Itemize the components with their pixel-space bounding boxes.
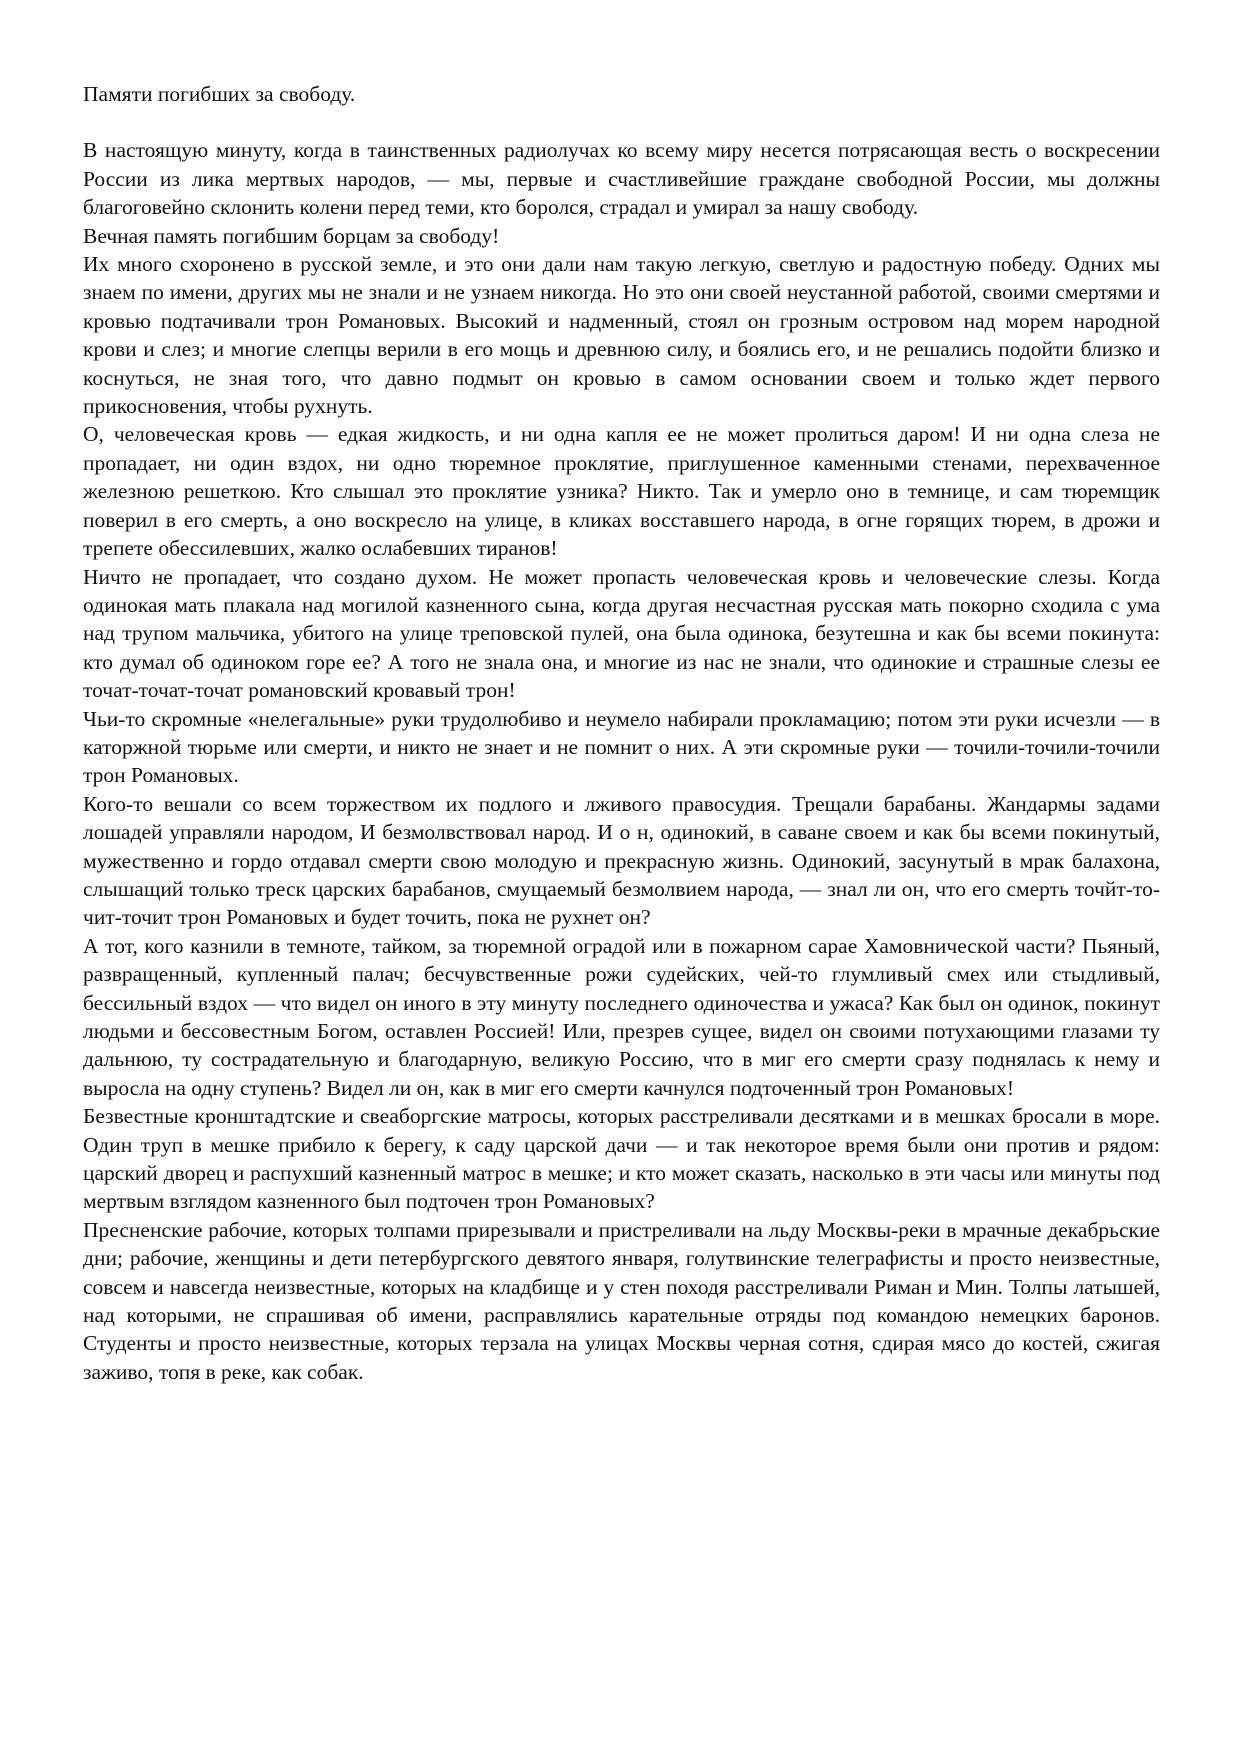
paragraph-6: Чьи-то скромные «нелегальные» руки трудолюбиво и неумело набирали прокламацию; потом эти руки исчезли — в каторжной тюрьме или смерти, и никто не знает и не помнит о них. А эти скромные руки — точили-точили-точили трон Романовых. xyxy=(83,706,1160,788)
paragraph-7: Кого-то вешали со всем торжеством их подлого и лживого правосудия. Трещали барабаны. Жандармы задами лошадей управляли народом, И безмолвствовал народ. И о н, одинокий, в саване своем и как бы всеми покинутый, мужественно и гордо отдавал смерти свою молодую и прекрасную жизнь. Одинокий, засунутый в мрак балахона, слышащий только треск царских барабанов, смущаемый безмолвием народа, — знал ли он, что его смерть точйт-то-чит-точит трон Романовых и будет точить, пока не рухнет он? xyxy=(83,791,1160,930)
paragraph-2: Вечная память погибшим борцам за свободу! xyxy=(83,223,500,248)
document-page xyxy=(83,80,1160,1386)
document-title: Памяти погибших за свободу. xyxy=(83,82,356,106)
paragraph-8: А тот, кого казнили в темноте, тайком, за тюремной оградой или в пожарном сарае Хамовнической части? Пьяный, развращенный, купленный палач; бесчувственные рожи судейских, чей-то глумливый смех или стыдливый, бессильный вздох — что видел он иного в эту минуту последнего одиночества и ужаса? Как был он одинок, покинут людьми и бессовестным Богом, оставлен Россией! Или, презрев сущее, видел он своими потухающими глазами ту дальнюю, ту сострадательную и благодарную, великую Россию, что в миг его смерти сразу поднялась к нему и выросла на одну ступень? Видел ли он, как в миг его смерти качнулся подточенный трон Романовых! xyxy=(83,933,1160,1100)
paragraph-5: Ничто не пропадает, что создано духом. Не может пропасть человеческая кровь и человеческие слезы. Когда одинокая мать плакала над могилой казненного сына, когда другая несчастная русская мать покорно сходила с ума над трупом мальчика, убитого на улице треповской пулей, она была одинока, безутешна и как бы всеми покинута: кто думал об одиноком горе ее? А того не знала она, и многие из нас не знали, что одинокие и страшные слезы ее точат-точат-точат романовский кровавый трон! xyxy=(83,564,1160,703)
paragraph-3: Их много схоронено в русской земле, и это они дали нам такую легкую, светлую и радостную победу. Одних мы знаем по имени, других мы не знали и не узнаем никогда. Но это они своей неустанной работой, своими смертями и кровью подтачивали трон Романовых. Высокий и надменный, стоял он грозным островом над морем народной крови и слез; и многие слепцы верили в его мощь и древнюю силу, и боялись его, и не решались подойти близко и коснуться, не зная того, что давно подмыт он кровью в самом основании своем и только ждет первого прикосновения, чтобы рухнуть. xyxy=(83,252,1160,419)
paragraph-10: Пресненские рабочие, которых толпами прирезывали и пристреливали на льду Москвы-реки в мрачные декабрьские дни; рабочие, женщины и дети петербургского девятого января, голутвинские телеграфисты и просто неизвестные, совсем и навсегда неизвестные, которых на кладбище и у стен походя расстреливали Риман и Мин. Толпы латышей, над которыми, не спрашивая об имени, расправлялись карательные отряды под командою немецких баронов. Студенты и просто неизвестные, которых терзала на улицах Москвы черная сотня, сдирая мясо до костей, сжигая заживо, топя в реке, как собак. xyxy=(83,1217,1160,1384)
paragraph-4: О, человеческая кровь — едкая жидкость, и ни одна капля ее не может пролиться даром! И ни одна слеза не пропадает, ни один вздох, ни одно тюремное проклятие, приглушенное каменными стенами, перехваченное железною решеткою. Кто слышал это проклятие узника? Никто. Так и умерло оно в темнице, и сам тюремщик поверил в его смерть, а оно воскресло на улице, в кликах восставшего народа, в огне горящих тюрем, в дрожи и трепете обессилевших, жалко ослабевших тиранов! xyxy=(83,422,1160,561)
paragraph-1: В настоящую минуту, когда в таинственных радиолучах ко всему миру несется потрясающая весть о воскресении России из лика мертвых народов, — мы, первые и счастливейшие граждане свободной России, мы должны благоговейно склонить колени перед теми, кто боролся, страдал и умирал за нашу свободу. xyxy=(83,138,1160,220)
paragraph-9: Безвестные кронштадтские и свеаборгские матросы, которых расстреливали десятками и в мешках бросали в море. Один труп в мешке прибило к берегу, к саду царской дачи — и так некоторое время были они против и рядом: царский дворец и распухший казненный матрос в мешке; и кто может сказать, насколько в эти часы или минуты под мертвым взглядом казненного был подточен трон Романовых? xyxy=(83,1104,1160,1214)
